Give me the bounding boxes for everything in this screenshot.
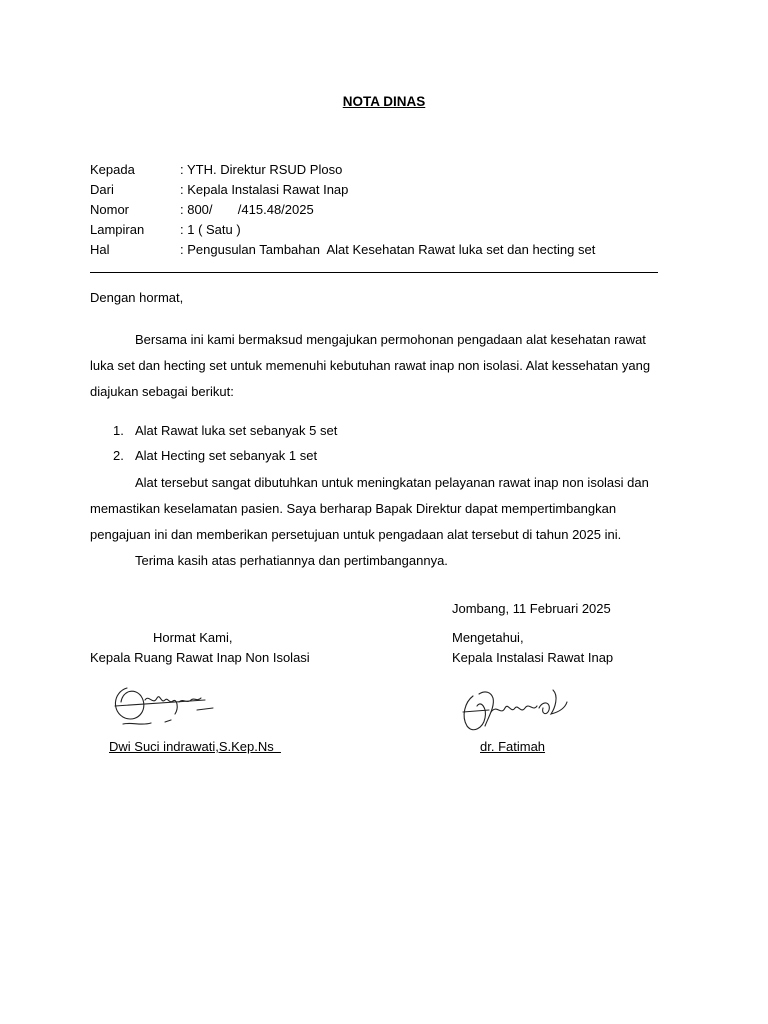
meta-row-hal <box>90 240 670 260</box>
list-item <box>90 443 337 468</box>
left-signatory-name: Dwi Suci indrawati,S.Kep.Ns <box>109 739 281 754</box>
meta-label: Kepada <box>90 162 135 177</box>
meta-label: Nomor <box>90 202 130 217</box>
left-signatory-block <box>90 628 310 668</box>
meta-value: : 800/ /415.48/2025 <box>180 202 314 217</box>
memo-header-fields <box>90 160 670 260</box>
meta-label: Hal <box>90 242 110 257</box>
list-item <box>90 418 337 443</box>
meta-value: : Pengusulan Tambahan Alat Kesehatan Rawat luka set dan hecting set <box>180 242 596 257</box>
meta-label: Lampiran <box>90 222 145 237</box>
left-signature-image <box>105 680 220 730</box>
list-number: 2. <box>113 448 124 463</box>
left-closing: Hormat Kami, <box>153 630 233 645</box>
right-signature-image <box>455 682 575 740</box>
meta-row-kepada <box>90 160 670 180</box>
paragraph-justification: Alat tersebut sangat dibutuhkan untuk meningkatan pelayanan rawat inap non isolasi dan memastikan keselamatan pasien. Saya berharap Bapak Direktur dapat mempertimbangkan pengajuan ini dan memberikan persetujuan untuk pengadaan alat tersebut di tahun 2025 ini. <box>90 475 649 542</box>
meta-value: : 1 ( Satu ) <box>180 222 241 237</box>
salutation: Dengan hormat, <box>90 290 184 305</box>
list-number: 1. <box>113 423 124 438</box>
equipment-list <box>90 418 337 468</box>
meta-row-nomor <box>90 200 670 220</box>
date-line: Jombang, 11 Februari 2025 <box>452 601 611 616</box>
document-title: NOTA DINAS <box>342 94 426 109</box>
list-item-text: Alat Hecting set sebanyak 1 set <box>135 448 318 463</box>
right-signatory-name: dr. Fatimah <box>480 739 546 754</box>
paragraph-thanks: Terima kasih atas perhatiannya dan pertimbangannya. <box>135 553 448 568</box>
meta-row-dari <box>90 180 670 200</box>
list-item-text: Alat Rawat luka set sebanyak 5 set <box>135 423 338 438</box>
meta-value: : YTH. Direktur RSUD Ploso <box>180 162 343 177</box>
meta-value: : Kepala Instalasi Rawat Inap <box>180 182 349 197</box>
right-closing: Mengetahui, <box>452 630 524 645</box>
paragraph-request: Bersama ini kami bermaksud mengajukan permohonan pengadaan alat kesehatan rawat luka set dan hecting set untuk memenuhi kebutuhan rawat inap non isolasi. Alat kessehatan yang diajukan sebagai berikut: <box>90 332 651 399</box>
meta-row-lampiran <box>90 220 670 240</box>
right-position: Kepala Instalasi Rawat Inap <box>452 650 614 665</box>
right-signatory-block <box>452 628 613 668</box>
header-divider <box>90 272 658 273</box>
meta-label: Dari <box>90 182 114 197</box>
left-position: Kepala Ruang Rawat Inap Non Isolasi <box>90 650 310 665</box>
